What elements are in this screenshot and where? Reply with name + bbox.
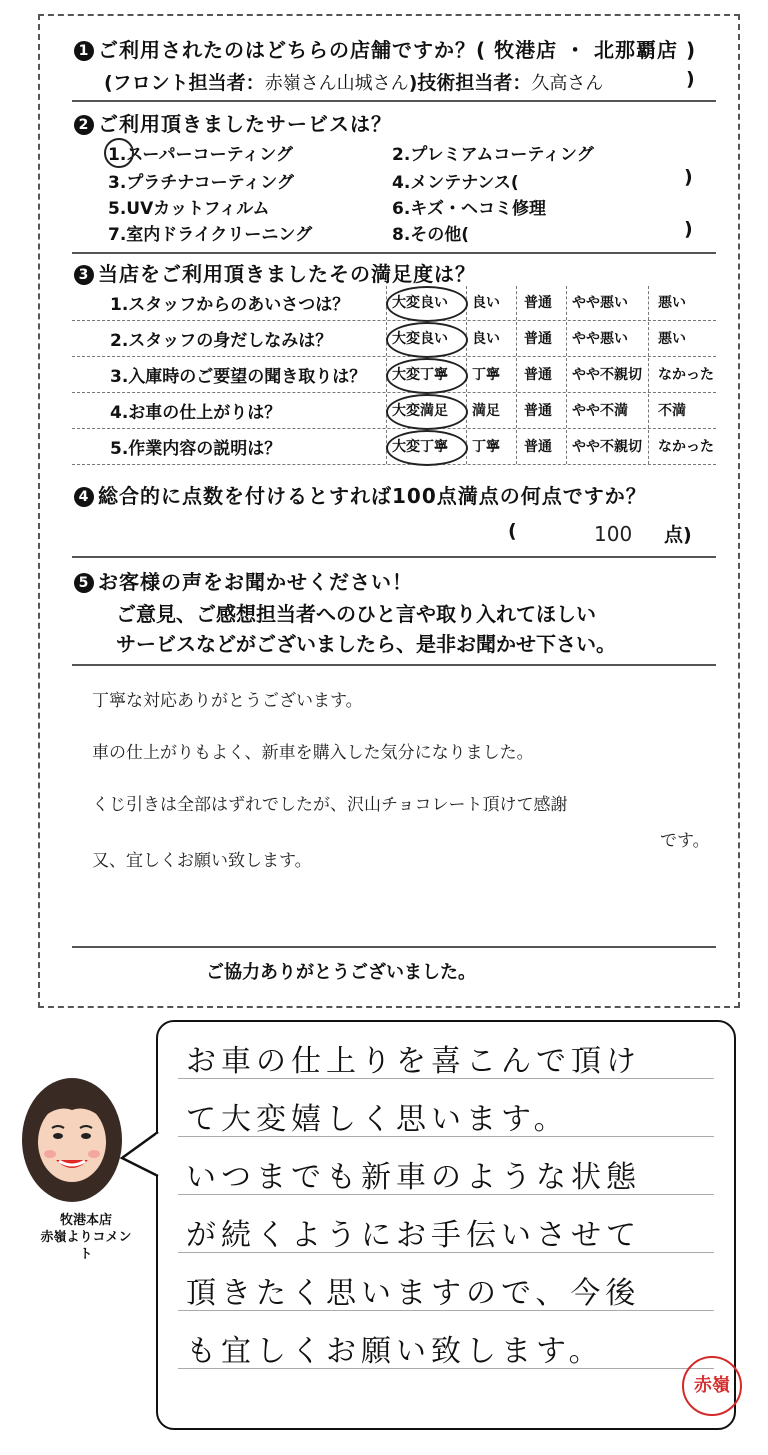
choice: 満足 <box>472 403 500 419</box>
bubble-tail <box>120 1130 160 1180</box>
comment-line: お車の仕上りを喜こんで頂け <box>186 1044 641 1079</box>
comment-line: いつまでも新車のような状態 <box>186 1160 641 1195</box>
choice: 大変良い <box>392 331 448 347</box>
staff-line <box>104 68 603 95</box>
comment-line: が続くようにお手伝いさせて <box>186 1218 641 1253</box>
comment-line: 頂きたく思いますので、今後 <box>186 1276 641 1311</box>
caption-line-2: 赤嶺よりコメント <box>40 1230 132 1262</box>
divider <box>72 664 716 666</box>
choice: 普通 <box>524 367 552 383</box>
divider <box>72 252 716 254</box>
choice: 普通 <box>524 439 552 455</box>
row-label: 5.作業内容の説明は？ <box>110 439 282 459</box>
choice: 普通 <box>524 331 552 347</box>
service-option-4: 4.メンテナンス( <box>392 173 519 193</box>
question-2 <box>74 108 392 137</box>
comment-line: て大変嬉しく思います。 <box>186 1102 569 1137</box>
thanks-message: ご協力ありがとうございました。 <box>206 962 476 983</box>
customer-comment-line: 車の仕上がりもよく、新車を購入した気分になりました。 <box>92 743 534 763</box>
question-1 <box>74 34 696 63</box>
paren-close: ) <box>684 218 693 240</box>
choice: やや悪い <box>572 295 628 311</box>
choice: 普通 <box>524 295 552 311</box>
service-option-7: 7.室内ドライクリーニング <box>108 225 313 245</box>
row-label: 1.スタッフからのあいさつは？ <box>110 295 350 315</box>
selected-mark <box>104 138 134 168</box>
question-number: 4 <box>74 487 94 507</box>
store-choice <box>496 32 578 62</box>
score-value: 100 <box>594 522 633 546</box>
choice: 丁寧 <box>472 367 500 383</box>
service-option-8: 8.その他( <box>392 225 470 245</box>
paren-close: ) <box>684 166 693 188</box>
customer-comment-line: 又、宜しくお願い致します。 <box>92 851 312 871</box>
service-option-6: 6.キズ・ヘコミ修理 <box>392 199 546 219</box>
caption-line-1: 牧港本店 <box>59 1213 112 1228</box>
divider <box>72 556 716 558</box>
question-text: ご利用されたのはどちらの店舗ですか？( 牧港店 ・ 北那覇店 ) <box>98 38 697 62</box>
choice: 良い <box>472 331 500 347</box>
avatar-caption <box>38 1212 134 1263</box>
question-5-line-3: サービスなどがございましたら、是非お聞かせ下さい。 <box>116 632 616 656</box>
customer-comment-line: です。 <box>660 831 710 851</box>
score-unit: 点) <box>664 524 692 546</box>
divider <box>72 100 716 102</box>
selected-mark <box>386 394 468 430</box>
front-staff-label: (フロント担当者： <box>104 72 265 94</box>
front-staff-value: 赤嶺さん山城さん <box>264 73 409 94</box>
choice: 普通 <box>524 403 552 419</box>
choice: 不満 <box>658 403 686 419</box>
choice: 大変満足 <box>392 403 448 419</box>
tech-staff-value: 久高さん <box>531 73 604 94</box>
service-option-1: 1.スーパーコーティング <box>108 145 293 165</box>
customer-comment-line: くじ引きは全部はずれでしたが、沢山チョコレート頂けて感謝 <box>92 795 568 815</box>
selected-mark <box>386 322 468 358</box>
question-text: お客様の声をお聞かせください！ <box>98 570 413 594</box>
choice: 大変丁寧 <box>392 439 448 455</box>
question-5-line-2: ご意見、ご感想担当者へのひと言や取り入れてほしい <box>116 602 596 626</box>
selected-mark <box>386 358 468 394</box>
row-label: 3.入庫時のご要望の聞き取りは？ <box>110 367 367 387</box>
service-option-2: 2.プレミアムコーティング <box>392 145 594 165</box>
choice: なかった <box>658 439 714 455</box>
choice: 悪い <box>658 295 686 311</box>
service-option-5: 5.UVカットフィルム <box>108 199 270 219</box>
divider <box>72 946 716 948</box>
row-label: 4.お車の仕上がりは？ <box>110 403 282 423</box>
question-text: 総合的に点数を付けるとすれば100点満点の何点ですか？ <box>98 484 647 508</box>
choice: やや不親切 <box>572 367 642 383</box>
question-text: ご利用頂きましたサービスは？ <box>98 112 392 136</box>
choice: 丁寧 <box>472 439 500 455</box>
avatar <box>18 1070 126 1210</box>
choice: やや悪い <box>572 331 628 347</box>
question-number: 2 <box>74 115 94 135</box>
customer-comment-line: 丁寧な対応ありがとうございます。 <box>92 691 363 711</box>
comment-line: も宜しくお願い致します。 <box>186 1334 604 1369</box>
question-3 <box>74 258 476 287</box>
question-text: 当店をご利用頂きましたその満足度は？ <box>98 262 476 286</box>
selected-mark <box>386 286 468 322</box>
service-option-3: 3.プラチナコーティング <box>108 173 294 193</box>
choice: やや不親切 <box>572 439 642 455</box>
choice: やや不満 <box>572 403 628 419</box>
choice: 大変丁寧 <box>392 367 448 383</box>
question-5 <box>74 566 413 595</box>
choice: 大変良い <box>392 295 448 311</box>
choice: なかった <box>658 367 714 383</box>
row-label: 2.スタッフの身だしなみは？ <box>110 331 333 351</box>
tech-staff-label: )技術担当者： <box>408 72 532 94</box>
selected-mark <box>386 430 468 466</box>
paren-close: ) <box>686 68 695 90</box>
choice: 悪い <box>658 331 686 347</box>
seal-stamp: 赤嶺 <box>682 1356 742 1416</box>
question-number: 3 <box>74 265 94 285</box>
score-open: ( <box>508 520 517 542</box>
question-number: 1 <box>74 41 94 61</box>
choice: 良い <box>472 295 500 311</box>
question-4 <box>74 480 647 509</box>
comment-bubble <box>156 1020 736 1430</box>
question-number: 5 <box>74 573 94 593</box>
